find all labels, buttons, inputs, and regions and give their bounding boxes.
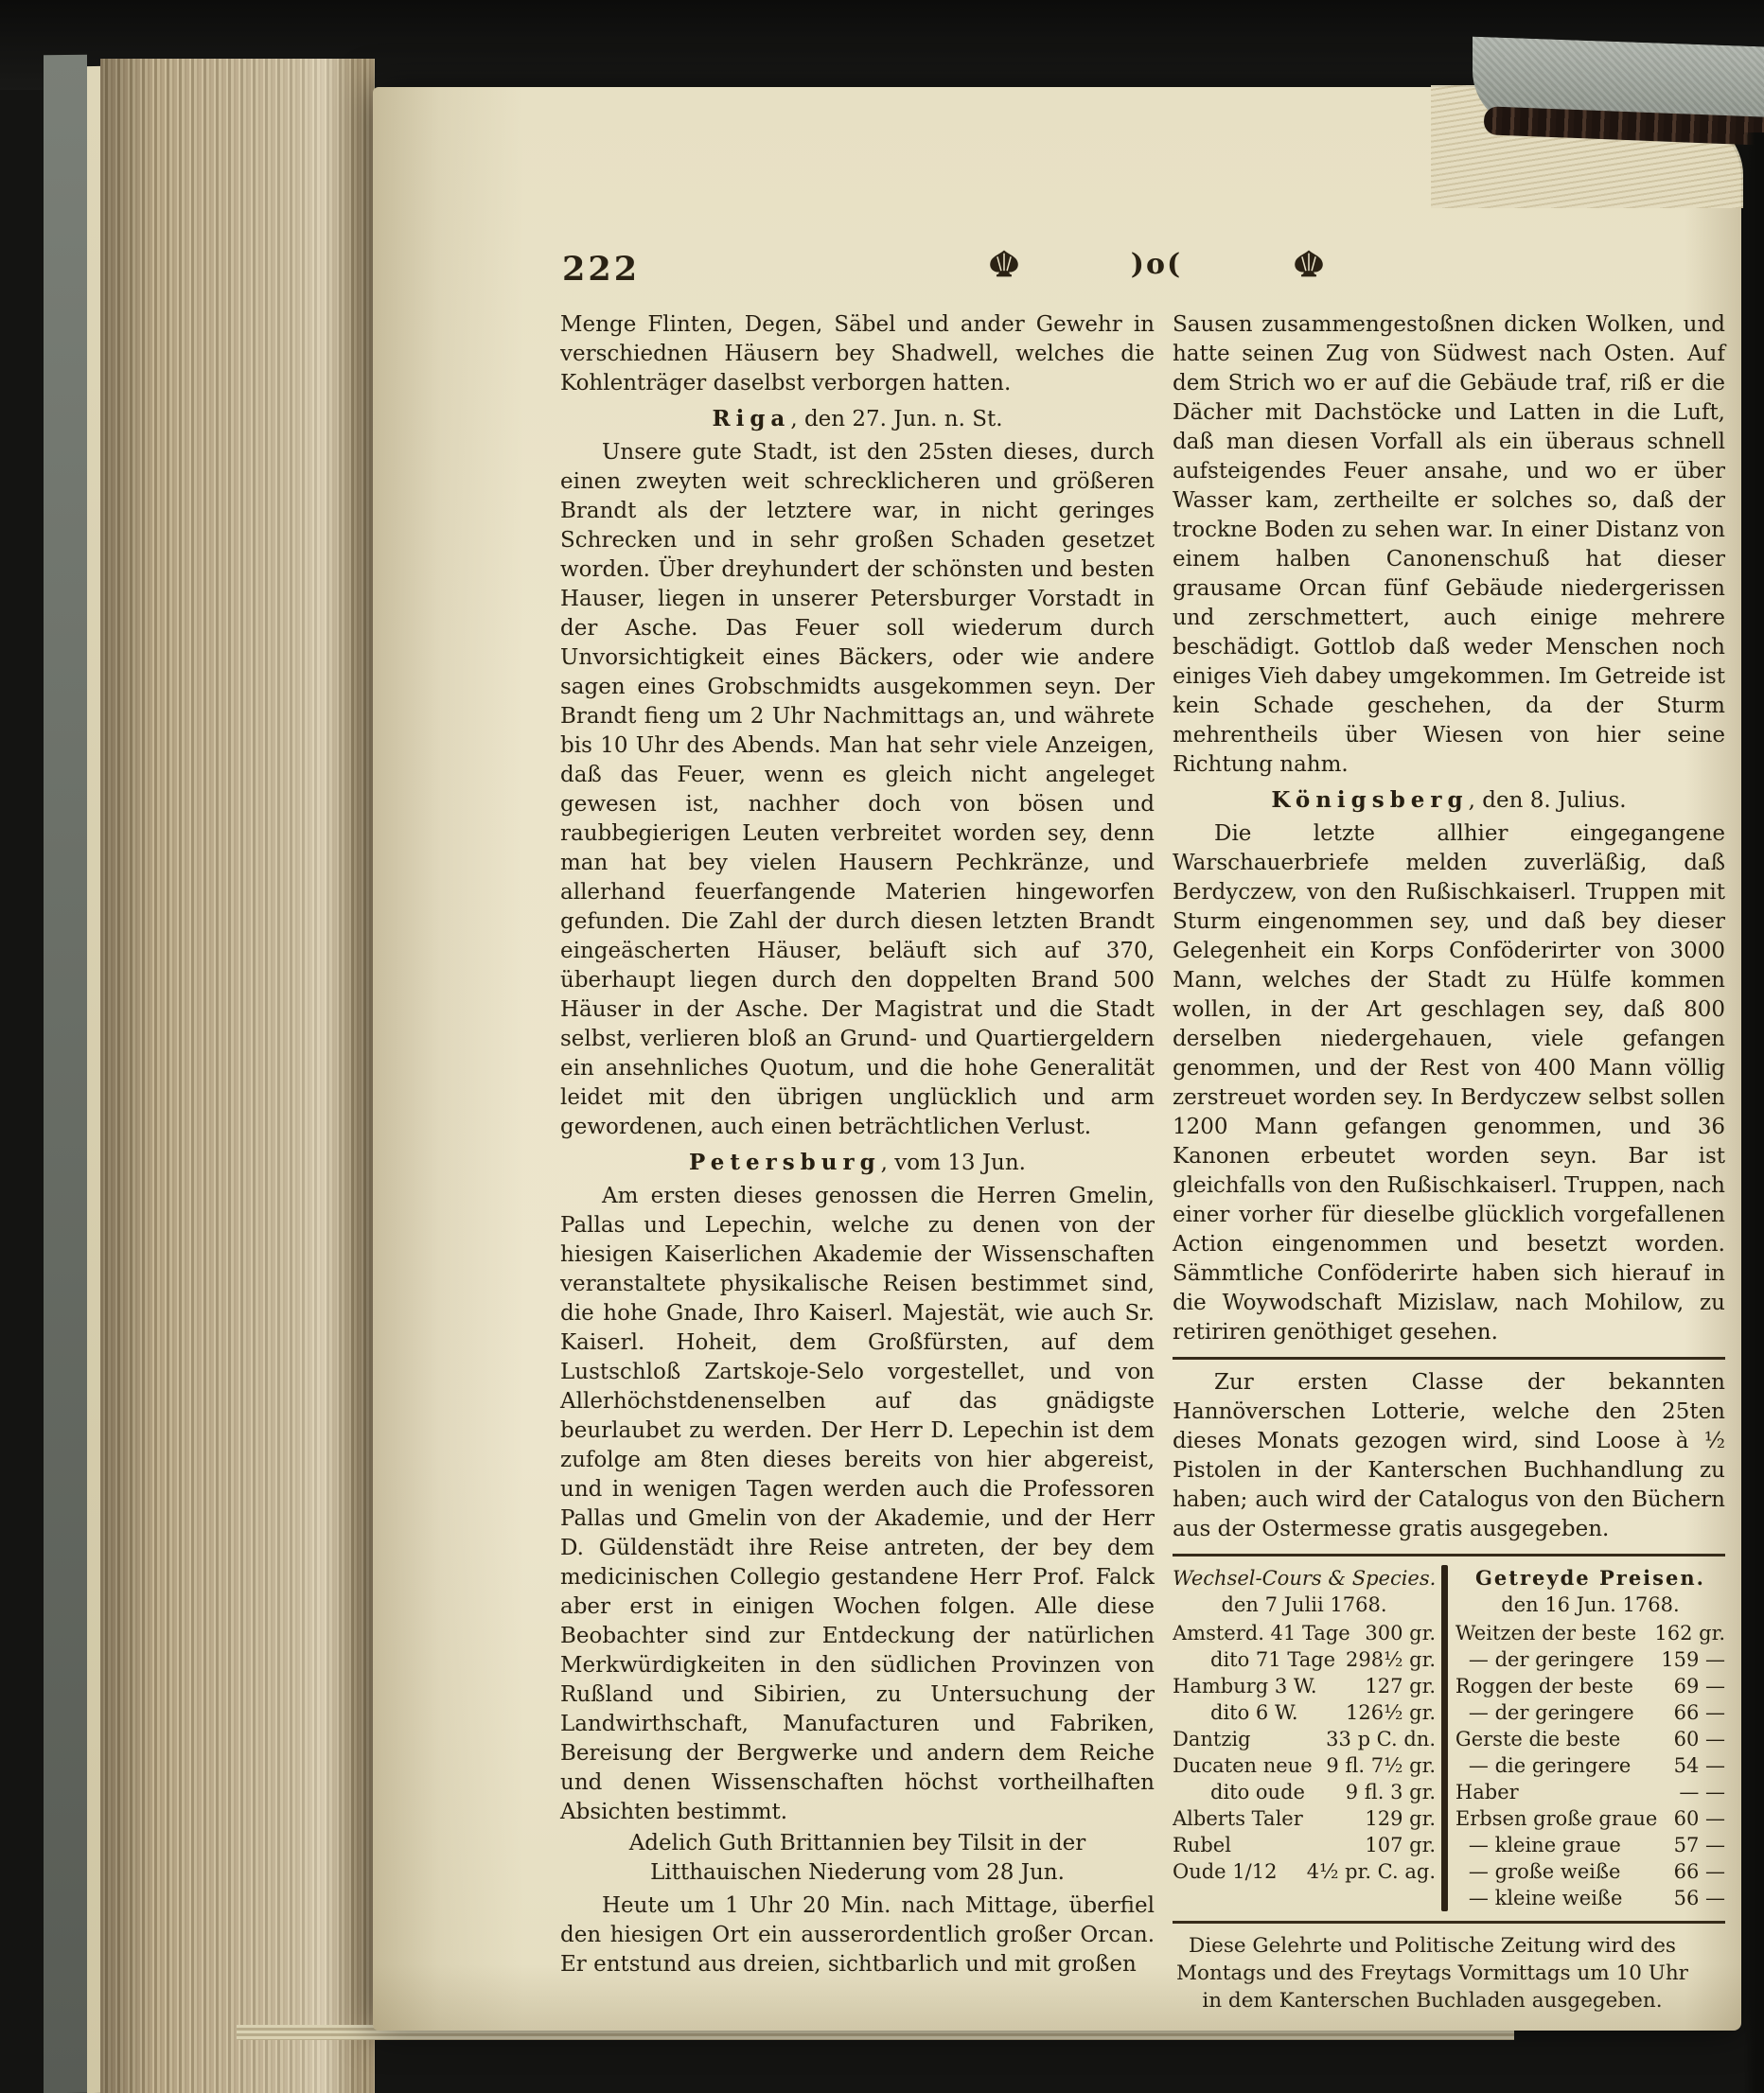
- table-row: — kleine graue 57 —: [1468, 1834, 1725, 1856]
- table-title: Getreyde Preisen.: [1474, 1566, 1705, 1590]
- grain-price-table: [1448, 1565, 1725, 1911]
- table-row: — der geringere 159 —: [1468, 1648, 1725, 1671]
- center-section-mark: )o(: [1130, 248, 1183, 281]
- paragraph-lottery-notice: Zur ersten Classe der bekannten Hannöverschen Lotterie, welche den 25ten dieses Monats gezogen wird, sind Loose à ½ Pistolen in der Kanterschen Buchhandlung zu haben; auch wird der Catalogus von den Büchern aus der Ostermesse gratis ausgegeben.: [1173, 1370, 1725, 1541]
- table-row: Alberts Taler 129 gr.: [1173, 1807, 1436, 1830]
- table-date: den 16 Jun. 1768.: [1501, 1593, 1680, 1616]
- table-row: — der geringere 66 —: [1468, 1701, 1725, 1724]
- header-ornaments: [986, 248, 1327, 281]
- paragraph-orcan-start: Heute um 1 Uhr 20 Min. nach Mittage, überfiel den hiesigen Ort ein ausserordentlich großer Orcan. Er entstund aus dreien, sichtbarlich und mit großen: [560, 1893, 1155, 1977]
- left-text-column: [560, 310, 1155, 1979]
- table-row: — große weiße 66 —: [1468, 1860, 1725, 1883]
- table-title: Wechsel-Cours & Species.: [1173, 1567, 1437, 1590]
- dateline-place: Riga: [712, 406, 791, 431]
- table-vertical-divider: [1441, 1565, 1448, 1911]
- table-row: Oude 1/12 4½ pr. C. ag.: [1173, 1860, 1436, 1883]
- dateline-rest: , den 8. Julius.: [1468, 788, 1627, 813]
- exchange-rate-table: [1173, 1565, 1441, 1911]
- paragraph-orcan-continuation: Sausen zusammengestoßnen dicken Wolken, und hatte seinen Zug von Südwest nach Osten. Auf dem Strich wo er auf die Gebäude traf, riß er die Dächer mit Dachstöcke und Latten in die Luft, daß man diesen Vorfall als ein überaus schnell aufsteigendes Feuer ansahe, und wo er über Wasser kam, zertheilte er solches so, daß der trockne Boden zu sehen war. In einer Distanz von einem halben Canonenschuß hat dieser grausame Orcan fünf Gebäude niedergerissen und zerschmettert, auch einige mehrere beschädigt. Gottlob daß weder Menschen noch einiges Vieh dabey umgekommen. Im Getreide ist kein Schade geschehen, da der Sturm mehrentheils über Wiesen von hier seine Richtung nahm.: [1173, 312, 1725, 777]
- table-row: — die geringere 54 —: [1468, 1754, 1725, 1777]
- publication-notice: Diese Gelehrte und Politische Zeitung wird des Montags und des Freytags Vormittags um 10 Uhr in dem Kanterschen Buchladen ausgegeben.: [1175, 1934, 1688, 2013]
- table-row: Erbsen große graue 60 —: [1455, 1807, 1725, 1830]
- page-block-fore-edge: [100, 59, 375, 2093]
- book-cover-edge: [44, 55, 87, 2093]
- dateline-koenigsberg: [1173, 785, 1725, 816]
- dateline-petersburg: [560, 1148, 1155, 1178]
- paragraph-petersburg-academy: Am ersten dieses genossen die Herren Gmelin, Pallas und Lepechin, welche zu denen von der hiesigen Kaiserlichen Akademie der Wissenschaften veranstaltete physikalische Reisen bestimmet sind, die hohe Gnade, Ihro Kaiserl. Majestät, wie auch Sr. Kaiserl. Hoheit, dem Großfürsten, auf dem Lustschloß Zartskoje-Selo vorgestellet, und von Allerhöchstdenenselben auf das gnädigste beurlaubet zu werden. Der Herr D. Lepechin ist dem zufolge am 8ten dieses bereits von hier abgereist, und in wenigen Tagen werden auch die Professoren Pallas und Gmelin von der Akademie, und der Herr D. Güldenstädt ihre Reise antreten, der bey dem medicinischen Collegio gestandene Herr Prof. Falck aber erst in einigen Wochen folgen. Alle diese Beobachter sind zur Entdeckung der natürlichen Merkwürdigkeiten in den südlichen Provinzen von Rußland und Sibirien, zu Untersuchung der Landwirthschaft, Manufacturen und Fabriken, Bereisung der Bergwerke und andern dem Reiche und denen Wissenschaften höchst vortheilhaften Absichten bestimmt.: [560, 1184, 1155, 1824]
- table-date: den 7 Julii 1768.: [1221, 1593, 1387, 1616]
- paragraph-riga-fire: Unsere gute Stadt, ist den 25sten dieses, durch einen zweyten weit schrecklicheren und größeren Brandt als der letztere war, in nicht geringes Schrecken und in sehr großen Schaden gesetzet worden. Über dreyhundert der schönsten und besten Hauser, liegen in unserer Petersburger Vorstadt in der Asche. Das Feuer soll wiederum durch Unvorsichtigkeit eines Bäckers, oder wie andere sagen eines Grobschmidts ausgekommen seyn. Der Brandt fieng um 2 Uhr Nachmittags an, und währete bis 10 Uhr des Abends. Man hat sehr viele Anzeigen, daß das Feuer, wenn es gleich nicht angeleget gewesen ist, nachher doch von bösen und raubbegierigen Leuten verbreitet worden sey, denn man hat bey vielen Hausern Pechkränze, und allerhand feuerfangende Materien hingeworfen gefunden. Die Zahl der durch diesen letzten Brandt eingeäscherten Häuser, beläuft sich auf 370, überhaupt liegen durch den doppelten Brand 500 Häuser in der Asche. Der Magistrat und die Stadt selbst, verlieren bloß an Grund- und Quartiergeldern ein ansehnliches Quotum, und die hohe Generalität leidet mit den übrigen unglücklich und arm gewordenen, auch einen beträchtlichen Verlust.: [560, 440, 1155, 1139]
- table-row: Haber — —: [1455, 1781, 1725, 1803]
- shell-ornament-icon: [1291, 249, 1327, 281]
- shell-ornament-icon: [986, 249, 1022, 281]
- paragraph-shadwell-continuation: Menge Flinten, Degen, Säbel und ander Gewehr in verschiednen Häusern bey Shadwell, welches die Kohlenträger daselbst verborgen hatten.: [560, 312, 1155, 396]
- right-edge-shadow: [1743, 132, 1764, 2093]
- table-row: Amsterd. 41 Tage 300 gr.: [1173, 1622, 1436, 1644]
- horizontal-rule: [1173, 1554, 1725, 1557]
- table-row: dito 71 Tage 298½ gr.: [1210, 1648, 1436, 1671]
- table-row: Dantzig 33 p C. dn.: [1173, 1728, 1436, 1750]
- page-number: 222: [562, 250, 641, 289]
- dateline-place: Königsberg: [1271, 787, 1469, 813]
- table-row: Rubel 107 gr.: [1173, 1834, 1436, 1856]
- price-tables: [1173, 1565, 1725, 1911]
- table-row: Roggen der beste 69 —: [1455, 1675, 1725, 1697]
- table-row: Gerste die beste 60 —: [1455, 1728, 1725, 1750]
- book-cover-lining: [87, 66, 100, 2093]
- paragraph-koenigsberg-news: Die letzte allhier eingegangene Warschauerbriefe melden zuverläßig, daß Berdyczew, von den Rußischkaiserl. Truppen mit Sturm eingenommen sey, und daß bey dieser Gelegenheit ein Korps Conföderirter von 3000 Mann, welches der Stadt zu Hülfe kommen wollen, in der Art geschlagen sey, daß 800 derselben niedergehauen, viele gefangen genommen, und der Rest von 400 Mann völlig zerstreuet worden sey. In Berdyczew selbst sollen 1200 Mann gefangen genommen, und 36 Kanonen erbeutet worden seyn. Bar ist gleichfalls von den Rußischkaiserl. Truppen, nach einer vorher für dieselbe glücklich vorgefallenen Action eingenommen und besetzt worden. Sämmtliche Conföderirte haben sich hierauf in die Woywodschaft Mizislaw, nach Mohilow, zu retiriren genöthiget gesehen.: [1173, 821, 1725, 1345]
- dateline-rest: , vom 13 Jun.: [880, 1151, 1026, 1175]
- book-page: [373, 87, 1741, 2031]
- table-row: — kleine weiße 56 —: [1468, 1887, 1725, 1909]
- table-row: dito oude 9 fl. 3 gr.: [1210, 1781, 1436, 1803]
- table-row: Ducaten neue 9 fl. 7½ gr.: [1173, 1754, 1436, 1777]
- table-row: Weitzen der beste 162 gr.: [1455, 1622, 1725, 1644]
- dateline-riga: [560, 404, 1155, 434]
- horizontal-rule: [1173, 1357, 1725, 1360]
- dateline-rest: , den 27. Jun. n. St.: [790, 407, 1003, 431]
- dateline-tilsit: Adelich Guth Brittannien bey Tilsit in der Litthauischen Niederung vom 28 Jun.: [628, 1831, 1086, 1885]
- dateline-place: Petersburg: [689, 1150, 881, 1175]
- table-row: Hamburg 3 W. 127 gr.: [1173, 1675, 1436, 1697]
- table-row: dito 6 W. 126½ gr.: [1210, 1701, 1436, 1724]
- right-text-column: [1173, 310, 1725, 2014]
- horizontal-rule: [1173, 1921, 1725, 1924]
